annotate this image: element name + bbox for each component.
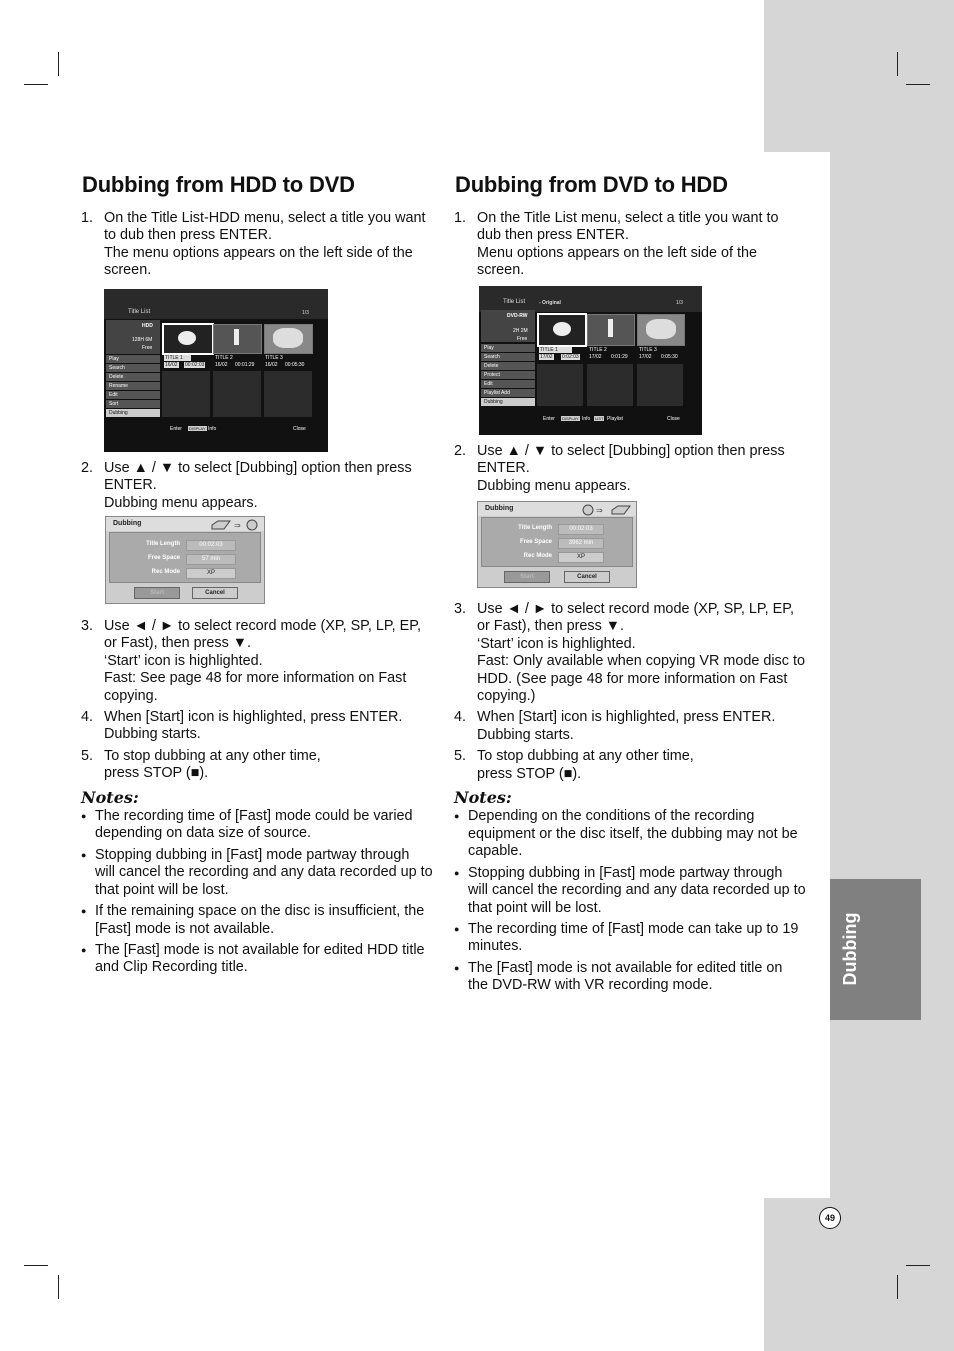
step-1: 1. On the Title List menu, select a title you want to dub then press ENTER. Menu options appears on the left side of the screen.: [454, 210, 779, 279]
crop-mark: [897, 52, 898, 76]
notes-heading: Notes:: [81, 787, 139, 807]
dubbing-dialog-dvd: Dubbing ⇒ Title Length 00:02:03 Free Space 3962 min Rec Mode XP Start Cancel: [477, 501, 637, 588]
menu-item-delete[interactable]: Delete: [481, 362, 535, 370]
crop-mark: [58, 1275, 59, 1299]
step-3: 3. Use ◄ / ► to select record mode (XP, SP, LP, EP, or Fast), then press ▼. ‘Start’ icon is highlighted. Fast: See page 48 for more information on Fast copying.: [81, 618, 421, 704]
note-item: ● Stopping dubbing in [Fast] mode partway through will cancel the recording and any data recorded up to that point will be lost.: [81, 847, 433, 899]
title-thumbnail[interactable]: [162, 323, 214, 355]
note-item: ● If the remaining space on the disc is insufficient, the [Fast] mode is not available.: [81, 903, 433, 938]
title-thumbnail[interactable]: [587, 314, 635, 346]
crop-mark: [897, 1275, 898, 1299]
menu-item-delete[interactable]: Delete: [106, 373, 160, 381]
side-panel-top: [764, 0, 954, 152]
note-item: ● The recording time of [Fast] mode can take up to 19 minutes.: [454, 921, 806, 956]
menu-item-play[interactable]: Play: [481, 344, 535, 352]
left-step-block-3: [81, 618, 433, 977]
step-5: 5. To stop dubbing at any other time, press STOP (■).: [454, 748, 694, 782]
menu-item-protect[interactable]: Protect: [481, 371, 535, 379]
dvd-to-hdd-icon: [582, 504, 632, 516]
note-item: ● Stopping dubbing in [Fast] mode partway through will cancel the recording and any data recorded up to that point will be lost.: [454, 865, 806, 917]
start-button[interactable]: Start: [504, 571, 550, 583]
title-thumbnail[interactable]: [264, 324, 313, 354]
step-2: 2. Use ▲ / ▼ to select [Dubbing] option then press ENTER. Dubbing menu appears.: [81, 460, 412, 511]
left-step-block-1: [81, 210, 433, 280]
cancel-button[interactable]: Cancel: [564, 571, 610, 583]
page-number: 49: [819, 1207, 841, 1229]
step-4: 4. When [Start] icon is highlighted, press ENTER. Dubbing starts.: [454, 709, 776, 743]
menu-item-search[interactable]: Search: [481, 353, 535, 361]
dubbing-dialog-hdd: Dubbing ⇒ Title Length 00:02:03 Free Space 57 min Rec Mode XP Start Cancel: [105, 516, 265, 604]
right-step-block-1: [454, 210, 806, 280]
note-item: ● Depending on the conditions of the recording equipment or the disc itself, the dubbing may not be capable.: [454, 808, 806, 860]
svg-text:⇒: ⇒: [596, 506, 603, 515]
side-panel-bottom: [764, 1198, 954, 1351]
note-item: ● The [Fast] mode is not available for edited title on the DVD-RW with VR recording mode.: [454, 960, 806, 995]
side-panel-strip: [830, 152, 954, 1198]
right-step-block-3: [454, 601, 806, 995]
title-list-screen-hdd: Title List 1/3 HDD 128H 6M Free Play Search Delete Rename Edit Sort Dubbing TITLE 1 16/02 00:02:03 TITLE 2 16/02 00:01:29 TITLE 3 16/02 00:05:30 Enter DISPLAY Info Close: [104, 289, 328, 452]
note-item: ● The [Fast] mode is not available for edited HDD title and Clip Recording title.: [81, 942, 433, 977]
hdd-to-dvd-icon: [210, 519, 260, 531]
note-item: ● The recording time of [Fast] mode could be varied depending on data size of source.: [81, 808, 433, 843]
step-3: 3. Use ◄ / ► to select record mode (XP, SP, LP, EP, or Fast), then press ▼. ‘Start’ icon is highlighted. Fast: Only available when copying VR mode disc to HDD. (See page 48 for more information on Fast copying.): [454, 601, 805, 705]
right-step-block-2: [454, 443, 806, 495]
crop-mark: [24, 84, 48, 85]
menu-item-dubbing[interactable]: Dubbing: [106, 409, 160, 417]
menu-item-edit[interactable]: Edit: [481, 380, 535, 388]
start-button[interactable]: Start: [134, 587, 180, 599]
left-heading: Dubbing from HDD to DVD: [82, 172, 355, 197]
title-thumbnail[interactable]: [213, 324, 262, 354]
step-4: 4. When [Start] icon is highlighted, press ENTER. Dubbing starts.: [81, 709, 403, 743]
left-step-block-2: [81, 460, 433, 512]
title-list-screen-dvd: Title List - Original 1/3 DVD-RW 2H 2M Free Play Search Delete Protect Edit Playlist Add Dubbing TITLE 1 17/02 0:02:03 TITLE 2 17/02 0:01:29 TITLE 3 17/02 0:05:30 Enter DISPLAY Info LIST Playlist Close: [479, 286, 702, 435]
menu-item-rename[interactable]: Rename: [106, 382, 160, 390]
menu-item-dubbing[interactable]: Dubbing: [481, 398, 535, 406]
title-thumbnail[interactable]: [537, 313, 587, 347]
crop-mark: [906, 84, 930, 85]
crop-mark: [906, 1265, 930, 1266]
rec-mode-select[interactable]: XP: [558, 552, 604, 563]
menu-item-sort[interactable]: Sort: [106, 400, 160, 408]
rec-mode-select[interactable]: XP: [186, 568, 236, 579]
crop-mark: [58, 52, 59, 76]
step-5: 5. To stop dubbing at any other time, press STOP (■).: [81, 747, 321, 782]
menu-item-search[interactable]: Search: [106, 364, 160, 372]
svg-text:⇒: ⇒: [234, 521, 241, 530]
right-heading: Dubbing from DVD to HDD: [455, 172, 728, 197]
step-2: 2. Use ▲ / ▼ to select [Dubbing] option then press ENTER. Dubbing menu appears.: [454, 443, 785, 494]
chapter-tab-label: Dubbing: [840, 912, 860, 986]
crop-mark: [24, 1265, 48, 1266]
menu-item-play[interactable]: Play: [106, 355, 160, 363]
menu-item-edit[interactable]: Edit: [106, 391, 160, 399]
notes-heading: Notes:: [454, 788, 512, 808]
menu-item-playlist-add[interactable]: Playlist Add: [481, 389, 535, 397]
step-1: 1. On the Title List-HDD menu, select a title you want to dub then press ENTER. The menu options appears on the left side of the screen.: [81, 210, 426, 279]
cancel-button[interactable]: Cancel: [192, 587, 238, 599]
title-thumbnail[interactable]: [637, 314, 685, 346]
